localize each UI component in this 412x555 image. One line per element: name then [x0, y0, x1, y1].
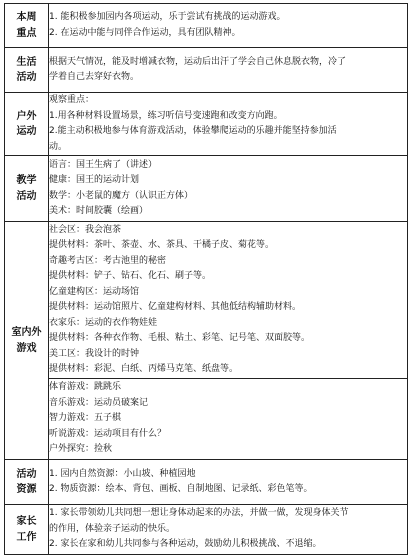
weekly-plan-table [4, 3, 408, 555]
text-line: 1. 园内自然资源：小山坡、种植园地 [49, 468, 196, 479]
text-line: 动。 [49, 141, 68, 152]
text-line: 根据天气情况，能及时增减衣物，运动后出汗了学会自己休息脱衣物，冷了 [49, 56, 347, 67]
row-parents [5, 505, 408, 555]
text-line: 2. 物质资源：绘本、背包、画板、自制地图、记录纸、彩色笔等。 [49, 484, 313, 494]
row-weekly-focus [5, 4, 408, 48]
text-line: 美术：时间胶囊（绘画） [49, 206, 149, 216]
text-line: 健康：国王的运动计划 [49, 175, 140, 185]
text-line: 2. 在运动中能与同伴合作运动，具有团队精神。 [49, 27, 241, 38]
text-line: 提供材料：各种衣作物、毛根、粘土、彩笔、记号笔、双面胶等。 [49, 333, 311, 343]
text-line: 提供材料：运动馆照片、亿童建构材料、其他低结构辅助材料。 [49, 302, 302, 312]
label-parents: 家长 工作 [5, 505, 49, 555]
text-line: 2.能主动积极地参与体育游戏活动，体验攀爬运动的乐趣并能坚持参加活 [49, 126, 337, 136]
text-line: 听说游戏：运动项目有什么？ [49, 428, 167, 439]
text-line: 智力游戏：五子棋 [49, 413, 122, 424]
text-line: 提供材料：彩泥、白纸、丙烯马克笔、纸盘等。 [49, 364, 239, 374]
text-line: 语言：国王生病了（讲述） [49, 159, 158, 170]
content-weekly-focus [49, 4, 408, 48]
text-line: 亿童建构区：运动场馆 [49, 286, 140, 297]
row-indoor-outdoor-games [5, 222, 408, 379]
text-line: 音乐游戏：运动员破案记 [49, 397, 149, 408]
text-line: 观察重点： [49, 95, 95, 105]
text-line: 提供材料：铲子、钻石、化石、刷子等。 [49, 271, 212, 281]
content-resources [49, 460, 408, 505]
content-parents [49, 505, 408, 555]
label-indoor-outdoor-games: 室内外 游戏 [5, 222, 49, 460]
text-line: 1.用各种材料设置场景，练习听信号变速跑和改变方向跑。 [49, 110, 283, 121]
row-outdoor-sports [5, 93, 408, 156]
text-line: 学着自己去穿好衣物。 [49, 72, 140, 82]
text-line: 社会区：我会泡茶 [49, 224, 122, 235]
content-games-list [49, 379, 408, 460]
text-line: 1. 能积极参加园内各项运动，乐于尝试有挑战的运动游戏。 [49, 12, 286, 22]
text-line: 提供材料：茶叶、茶壶、水、茶具、干橘子皮、菊花等。 [49, 240, 275, 250]
text-line: 1. 家长带领幼儿共同想一想让身体动起来的办法，并做一做，发现身体关节 [49, 508, 349, 519]
content-daily-life [49, 48, 408, 93]
row-teaching [5, 156, 408, 222]
label-daily-life: 生活 活动 [5, 48, 49, 93]
text-line: 的作用，体验亲子运动的快乐。 [49, 523, 176, 534]
text-line: 体育游戏：跳跳乐 [49, 382, 122, 393]
text-line: 户外探究：捡秋 [49, 444, 113, 455]
text-line: 数学：小老鼠的魔方（认识正方体） [49, 190, 194, 201]
label-teaching: 教学 活动 [5, 156, 49, 222]
label-outdoor-sports: 户外 运动 [5, 93, 49, 156]
text-line: 奇趣考古区：考古池里的秘密 [49, 255, 167, 266]
text-line: 美工区：我设计的时钟 [49, 348, 140, 359]
label-resources: 活动 资源 [5, 460, 49, 505]
row-games-list [5, 379, 408, 460]
row-resources [5, 460, 408, 505]
content-teaching [49, 156, 408, 222]
text-line: 2. 家长在家和幼儿共同参与各种运动，鼓励幼儿积极挑战、不退缩。 [49, 539, 322, 550]
text-line: 衣家乐：运动的衣作物娃娃 [49, 317, 158, 328]
content-outdoor-sports [49, 93, 408, 156]
label-weekly-focus: 本周 重点 [5, 4, 49, 48]
row-daily-life [5, 48, 408, 93]
content-area-activities [49, 222, 408, 379]
